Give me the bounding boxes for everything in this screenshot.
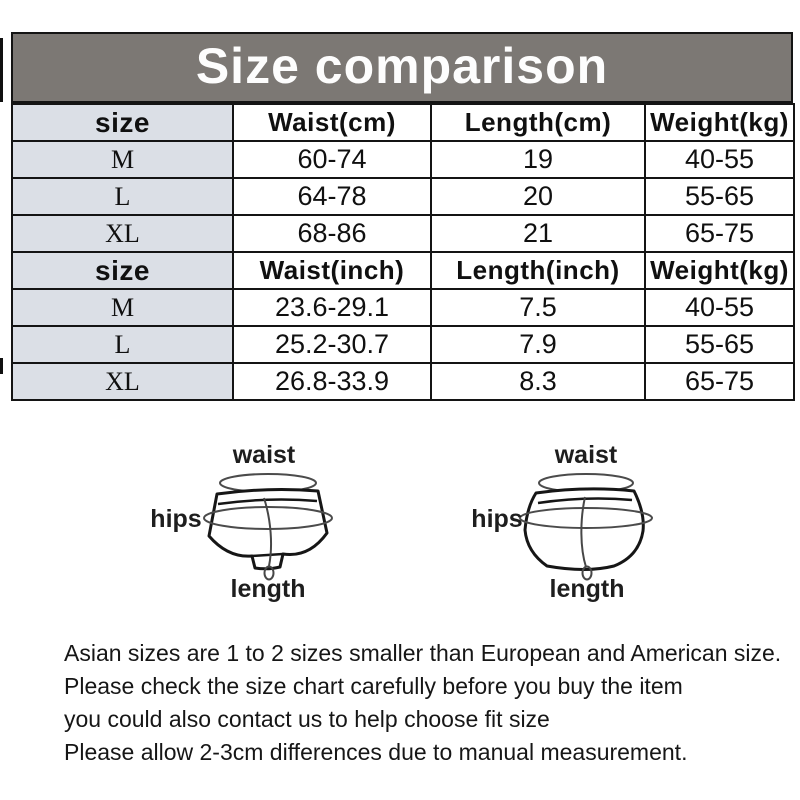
- cell-size: XL: [12, 215, 233, 252]
- cell-length: 20: [431, 178, 645, 215]
- note-line: Please check the size chart carefully before you buy the item: [64, 673, 683, 699]
- cell-size: M: [12, 289, 233, 326]
- cell-length: 7.5: [431, 289, 645, 326]
- cell-waist: 64-78: [233, 178, 431, 215]
- cell-size: M: [12, 141, 233, 178]
- table-row: [12, 178, 794, 215]
- header-waist-inch: Waist(inch): [233, 252, 431, 289]
- size-table: [11, 103, 795, 401]
- table-row: [12, 141, 794, 178]
- cell-waist: 60-74: [233, 141, 431, 178]
- boyshort-measurement-diagram: [450, 438, 720, 610]
- cell-length: 19: [431, 141, 645, 178]
- note-line: you could also contact us to help choose fit size: [64, 706, 550, 732]
- length-label: length: [549, 575, 625, 603]
- cell-weight: 65-75: [645, 215, 794, 252]
- cell-waist: 68-86: [233, 215, 431, 252]
- banner: [11, 32, 793, 103]
- cell-size: XL: [12, 363, 233, 400]
- header-waist-cm: Waist(cm): [233, 104, 431, 141]
- briefs-measurement-diagram: [140, 438, 400, 610]
- size-chart-sheet: [11, 32, 793, 401]
- photo-edge-artifact: [0, 38, 3, 102]
- cell-size: L: [12, 326, 233, 363]
- cell-weight: 55-65: [645, 326, 794, 363]
- waist-label: waist: [232, 441, 296, 469]
- table-row: [12, 215, 794, 252]
- cell-length: 8.3: [431, 363, 645, 400]
- table-header-row-cm: [12, 104, 794, 141]
- header-weight-cm: Weight(kg): [645, 104, 794, 141]
- length-label: length: [230, 575, 306, 603]
- hips-label: hips: [150, 505, 202, 533]
- table-header-row-inch: [12, 252, 794, 289]
- note-line: Please allow 2-3cm differences due to manual measurement.: [64, 739, 688, 765]
- table-row: [12, 289, 794, 326]
- cell-length: 7.9: [431, 326, 645, 363]
- header-size-inch: size: [12, 252, 233, 289]
- cell-weight: 55-65: [645, 178, 794, 215]
- waist-label: waist: [554, 441, 618, 469]
- hips-label: hips: [471, 505, 523, 533]
- table-row: [12, 363, 794, 400]
- cell-waist: 26.8-33.9: [233, 363, 431, 400]
- header-length-cm: Length(cm): [431, 104, 645, 141]
- cell-waist: 25.2-30.7: [233, 326, 431, 363]
- photo-edge-artifact: [0, 358, 3, 374]
- header-length-inch: Length(inch): [431, 252, 645, 289]
- header-weight-inch: Weight(kg): [645, 252, 794, 289]
- cell-length: 21: [431, 215, 645, 252]
- header-size-cm: size: [12, 104, 233, 141]
- table-row: [12, 326, 794, 363]
- cell-weight: 40-55: [645, 289, 794, 326]
- cell-size: L: [12, 178, 233, 215]
- note-line: Asian sizes are 1 to 2 sizes smaller than European and American size.: [64, 640, 782, 666]
- cell-weight: 40-55: [645, 141, 794, 178]
- cell-weight: 65-75: [645, 363, 794, 400]
- notes-block: [64, 637, 782, 769]
- cell-waist: 23.6-29.1: [233, 289, 431, 326]
- page-title: Size comparison: [195, 38, 609, 94]
